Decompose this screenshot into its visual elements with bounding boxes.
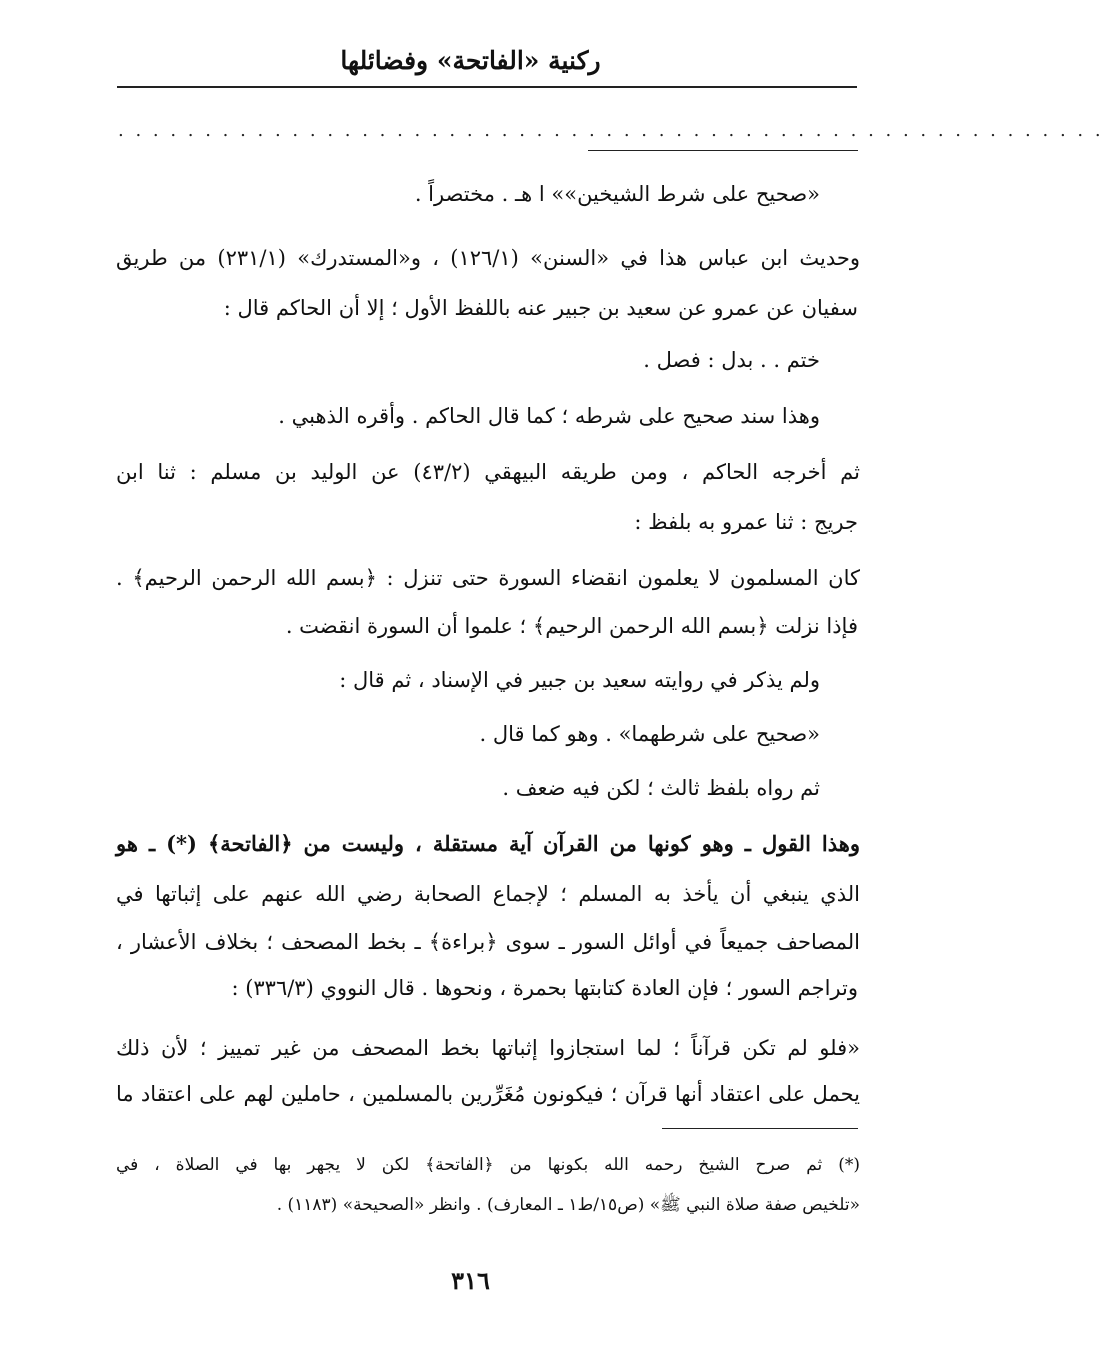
dotted-separator-underline [588,150,858,151]
footnote-rule [662,1128,858,1129]
body-line: وحديث ابن عباس هذا في «السنن» (١٢٦/١) ، و«المستدرك» (٢٣١/١) من طريق [116,246,860,270]
body-line: ولم يذكر في روايته سعيد بن جبير في الإسناد ، ثم قال : [339,668,820,692]
body-line: كان المسلمون لا يعلمون انقضاء السورة حتى تنزل : ﴿بسم الله الرحمن الرحيم﴾ . [116,566,860,590]
body-line: ختم . . بدل : فصل . [643,348,820,372]
body-line: المصاحف جميعاً في أوائل السور ـ سوى ﴿براءة﴾ ـ بخط المصحف ؛ بخلاف الأعشار ، [116,930,860,954]
body-line: الذي ينبغي أن يأخذ به المسلم ؛ لإجماع الصحابة رضي الله عنهم على إثباتها في [116,882,860,906]
body-line: وهذا القول ـ وهو كونها من القرآن آية مستقلة ، وليست من ﴿الفاتحة﴾ (*) ـ هو [116,831,860,856]
body-line: «صحيح على شرطهما» . وهو كما قال . [479,722,820,746]
dotted-separator: . . . . . . . . . . . . . . . . . . . . . . . . . . . . . . . . . . . . . . . . . . . . . . . . . . . . . . . . . [118,120,1104,141]
body-line: وتراجم السور ؛ فإن العادة كتابتها بحمرة ، ونحوها . قال النووي (٣٣٦/٣) : [231,976,858,1000]
body-line: سفيان عن عمرو عن سعيد بن جبير عنه باللفظ الأول ؛ إلا أن الحاكم قال : [223,296,858,320]
body-line: «صحيح على شرط الشيخين»» ا هـ . مختصراً . [414,182,820,206]
page-number: ٣١٦ [451,1266,490,1295]
footnote-line: «تلخيص صفة صلاة النبي ﷺ» (ص١٥/ط١ ـ المعارف) . وانظر «الصحيحة» (١١٨٣) . [276,1195,860,1215]
running-title: ركنية «الفاتحة» وفضائلها [340,46,601,75]
body-line: جريج : ثنا عمرو به بلفظ : [634,510,858,534]
body-line: يحمل على اعتقاد أنها قرآن ؛ فيكونون مُغَرِّرين بالمسلمين ، حاملين لهم على اعتقاد ما [116,1082,860,1106]
header-rule [117,86,857,88]
body-line: وهذا سند صحيح على شرطه ؛ كما قال الحاكم . وأقره الذهبي . [278,404,820,428]
body-line: فإذا نزلت ﴿بسم الله الرحمن الرحيم﴾ ؛ علموا أن السورة انقضت . [285,614,858,638]
body-line: «فلو لم تكن قرآناً ؛ لما استجازوا إثباتها بخط المصحف من غير تمييز ؛ لأن ذلك [116,1036,860,1060]
footnote-line: (*) ثم صرح الشيخ رحمه الله بكونها من ﴿الفاتحة﴾ لكن لا يجهر بها في الصلاة ، في [116,1155,860,1175]
body-line: ثم أخرجه الحاكم ، ومن طريقه البيهقي (٤٣/٢) عن الوليد بن مسلم : ثنا ابن [116,460,860,484]
body-line: ثم رواه بلفظ ثالث ؛ لكن فيه ضعف . [502,776,820,800]
